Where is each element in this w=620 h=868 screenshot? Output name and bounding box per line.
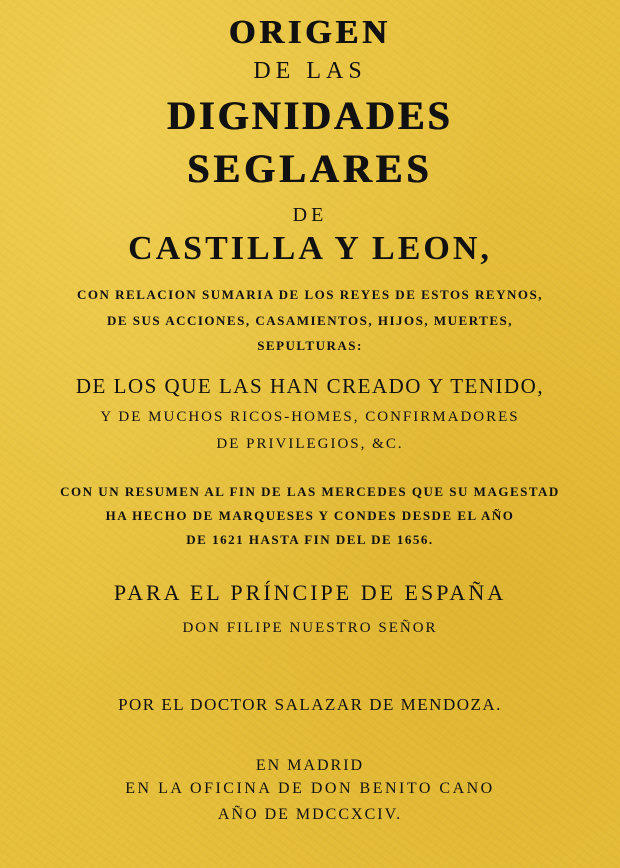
- subtitle-line-3: SEPULTURAS:: [257, 338, 363, 353]
- imprint-line-2: EN LA OFICINA DE DON BENITO CANO: [125, 780, 495, 797]
- middle-line-2: Y DE MUCHOS RICOS-HOMES, CONFIRMADORES: [100, 409, 520, 425]
- subtitle-line-2: DE SUS ACCIONES, CASAMIENTOS, HIJOS, MUERTES,: [107, 313, 513, 328]
- dedication-line-1: PARA EL PRÍNCIPE DE ESPAÑA: [113, 580, 507, 605]
- title-origen: ORIGEN: [229, 14, 391, 51]
- resumen-line-1: CON UN RESUMEN AL FIN DE LAS MERCEDES QUE SU MAGESTAD: [60, 484, 560, 499]
- middle-line-1: DE LOS QUE LAS HAN CREADO Y TENIDO,: [75, 374, 545, 398]
- author-line: POR EL DOCTOR SALAZAR DE MENDOZA.: [118, 695, 502, 714]
- title-de-las: DE LAS: [253, 58, 367, 84]
- imprint-line-1: EN MADRID: [255, 757, 365, 774]
- imprint-line-3: AÑO DE MDCCXCIV.: [217, 806, 403, 823]
- title-castilla-y-leon: CASTILLA Y LEON,: [128, 230, 492, 267]
- title-dignidades: DIGNIDADES: [167, 93, 453, 138]
- title-de: DE: [292, 204, 328, 226]
- subtitle-line-1: CON RELACION SUMARIA DE LOS REYES DE ESTOS REYNOS,: [77, 287, 543, 302]
- title-seglares: SEGLARES: [187, 146, 433, 191]
- dedication-line-2: DON FILIPE NUESTRO SEÑOR: [182, 620, 438, 636]
- resumen-line-3: DE 1621 HASTA FIN DEL DE 1656.: [186, 532, 434, 547]
- middle-line-3: DE PRIVILEGIOS, &C.: [216, 436, 404, 452]
- resumen-line-2: HA HECHO DE MARQUESES Y CONDES DESDE EL AÑO: [105, 508, 515, 523]
